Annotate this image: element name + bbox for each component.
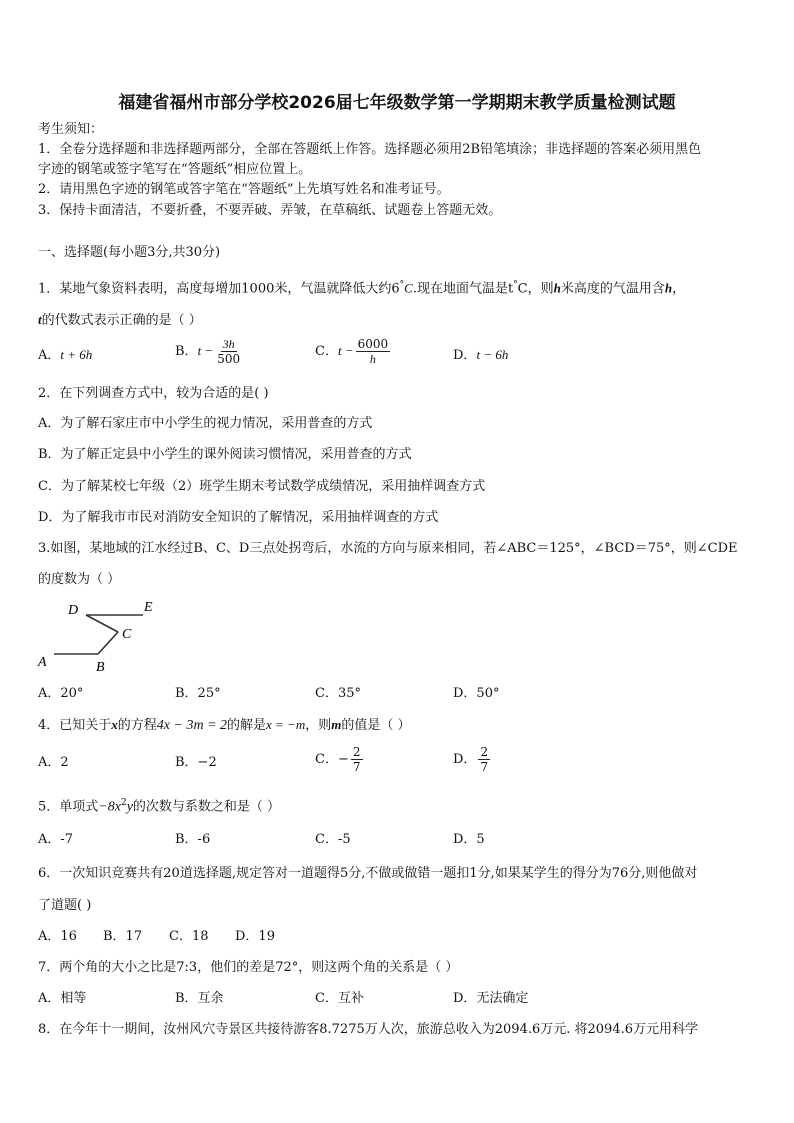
q4-option-d — [453, 745, 492, 774]
q1-b-num: 3h — [222, 337, 235, 351]
q8-stem: 8．在今年十一期间，汝州风穴寺景区共接待游客8.7275万人次，旅游总收入为2094.6万元. 将2094.6万元用科学 — [38, 1022, 698, 1037]
q3-option-d: D．50° — [453, 686, 500, 701]
q5-option-a: A．-7 — [38, 832, 74, 847]
q1-text-l2: 的代数式表示正确的是（ ） — [41, 313, 202, 328]
q4-text-2: 的方程 — [117, 718, 157, 733]
q4-text-4: ，则 — [305, 718, 332, 733]
notice-line-4: 3．保持卡面清洁，不要折叠，不要弄破、弄皱，在草稿纸、试题卷上答题无效。 — [38, 203, 502, 218]
section-heading: 一、选择题(每小题3分,共30分) — [38, 245, 221, 260]
q4-option-a: A．2 — [38, 755, 69, 770]
q3-option-a: A．20° — [38, 686, 84, 701]
q2-option-d: D．为了解我市市民对消防安全知识的了解情况，采用抽样调查的方式 — [38, 510, 439, 525]
q4-c-fraction — [351, 745, 363, 774]
label-d: D — [68, 603, 79, 618]
q1-text-c: .现在地面气温是t — [412, 281, 514, 297]
q4-option-c — [315, 745, 365, 774]
q4-c-den: 7 — [352, 760, 361, 774]
q4-c-num: 2 — [352, 745, 361, 759]
notice-line-1: 1．全卷分选择题和非选择题两部分，全部在答题纸上作答。选择题必须用2B铅笔填涂；非选择题的答案必须用黑色 — [38, 142, 702, 157]
q1-degree-2: ° — [513, 280, 518, 290]
q1-c-pre: t − — [337, 343, 354, 358]
q6-option-b: B．17 — [103, 929, 143, 944]
q1-text-d: C，则 — [517, 281, 554, 297]
q4-d-den: 7 — [480, 760, 489, 774]
q4-text-3: 的解是 — [227, 718, 267, 733]
q4-c-sign: − — [337, 752, 349, 767]
q1-text-a: 1．某地气象资料表明，高度每增加1000米，气温就降低大约6 — [38, 281, 400, 297]
q1-option-a — [38, 347, 92, 364]
q2-option-a: A．为了解石家庄市中小学生的视力情况，采用普查的方式 — [38, 416, 373, 431]
q4-var-x: x — [111, 717, 118, 732]
q4-c-label: C． — [315, 752, 338, 767]
q4-text-5: 的值是（ ） — [341, 718, 411, 733]
q1-var-h: h — [553, 280, 561, 296]
q4-d-label: D． — [453, 752, 477, 767]
q2-option-c: C．为了解某校七年级（2）班学生期末考试数学成绩情况，采用抽样调查方式 — [38, 479, 486, 494]
segment-bc — [98, 632, 118, 654]
q5-var-y: y — [126, 799, 133, 815]
q1-text-e: 米高度的气温用含 — [560, 281, 665, 297]
q5-option-c: C．-5 — [315, 832, 351, 847]
q4-d-num: 2 — [480, 745, 489, 759]
q1-b-den: 500 — [217, 352, 241, 366]
q1-a-expr: t + 6h — [60, 347, 93, 362]
q3-option-c: C．35° — [315, 686, 361, 701]
q7-option-c: C．互补 — [315, 991, 364, 1006]
q6-option-c: C．18 — [169, 929, 209, 944]
label-c: C — [122, 627, 132, 642]
label-a: A — [38, 655, 47, 670]
q1-c-num: 6000 — [357, 337, 389, 351]
q1-b-label: B． — [175, 344, 198, 359]
q1-option-c — [315, 337, 392, 366]
q7-option-d: D．无法确定 — [453, 991, 529, 1006]
q5-text-2: 的次数与系数之和是（ ） — [132, 799, 281, 815]
q1-b-fraction — [215, 337, 242, 366]
segment-cd — [86, 615, 118, 632]
q4-stem — [38, 717, 411, 734]
q3-stem-line2: 的度数为（ ） — [38, 572, 121, 587]
label-e: E — [144, 600, 153, 615]
q4-d-fraction — [478, 745, 490, 774]
q3-river-figure — [36, 596, 166, 676]
q5-option-b: B．-6 — [175, 832, 211, 847]
q2-stem: 2．在下列调查方式中，较为合适的是( ) — [38, 386, 269, 401]
page-title: 福建省福州市部分学校2026届七年级数学第一学期期末教学质量检测试题 — [118, 93, 676, 113]
q3-stem-line1: 3.如图，某地域的江水经过B、C、D三点处拐弯后，水流的方向与原来相同，若∠ABC＝125°，∠BCD＝75°，则∠CDE — [38, 541, 738, 556]
notice-line-3: 2．请用黑色字迹的钢笔或答字笔在“答题纸”上先填写姓名和准考证号。 — [38, 182, 450, 197]
q3-option-b: B．25° — [175, 686, 221, 701]
q1-c-label: C． — [315, 344, 338, 359]
q1-c-den: h — [369, 352, 376, 366]
q5-exponent: 2 — [120, 798, 127, 808]
q1-c-fraction — [356, 337, 391, 366]
label-b: B — [96, 660, 105, 675]
q5-monomial: −8x — [98, 799, 121, 815]
q4-solution: x = −m — [266, 717, 306, 732]
q1-var-h2: h — [664, 280, 673, 296]
q4-option-b: B．−2 — [175, 755, 217, 770]
q1-d-expr: t − 6h — [476, 347, 509, 362]
notice-line-2: 字迹的钢笔或签字笔写在“答题纸”相应位置上。 — [38, 162, 312, 177]
q6-option-d: D．19 — [235, 929, 275, 944]
q1-var-t: t — [38, 312, 42, 327]
q4-equation: 4x − 3m = 2 — [156, 718, 228, 733]
q4-var-m: m — [331, 717, 342, 732]
q1-degree-1: ° — [399, 280, 405, 290]
q1-option-d — [453, 347, 508, 364]
q1-text-f: ， — [672, 281, 686, 297]
q5-stem — [38, 795, 280, 815]
q6-stem-line1: 6．一次知识竞赛共有20道选择题,规定答对一道题得5分,不做或做错一题扣1分,如果某学生的得分为76分,则他做对 — [38, 866, 698, 881]
q1-stem-line1 — [38, 277, 685, 297]
q6-option-a: A．16 — [38, 929, 77, 944]
q1-b-pre: t − — [197, 343, 214, 358]
q1-option-b — [175, 337, 244, 366]
q6-stem-line2: 了道题( ) — [38, 898, 92, 913]
q1-d-label: D． — [453, 348, 477, 363]
q5-option-d: D．5 — [453, 832, 485, 847]
q2-option-b: B．为了解正定县中小学生的课外阅读习惯情况，采用普查的方式 — [38, 447, 412, 462]
q4-text-1: 4．已知关于 — [38, 718, 112, 733]
q7-option-a: A．相等 — [38, 991, 87, 1006]
notice-heading: 考生须知： — [38, 122, 104, 137]
q1-a-label: A． — [38, 348, 61, 363]
q1-stem-line2 — [38, 312, 202, 329]
q5-text-1: 5．单项式 — [38, 799, 99, 815]
q7-stem: 7．两个角的大小之比是7:3，他们的差是72°，则这两个角的关系是（ ） — [38, 960, 459, 975]
q7-option-b: B．互余 — [175, 991, 224, 1006]
q1-unit-1: C — [404, 280, 413, 296]
